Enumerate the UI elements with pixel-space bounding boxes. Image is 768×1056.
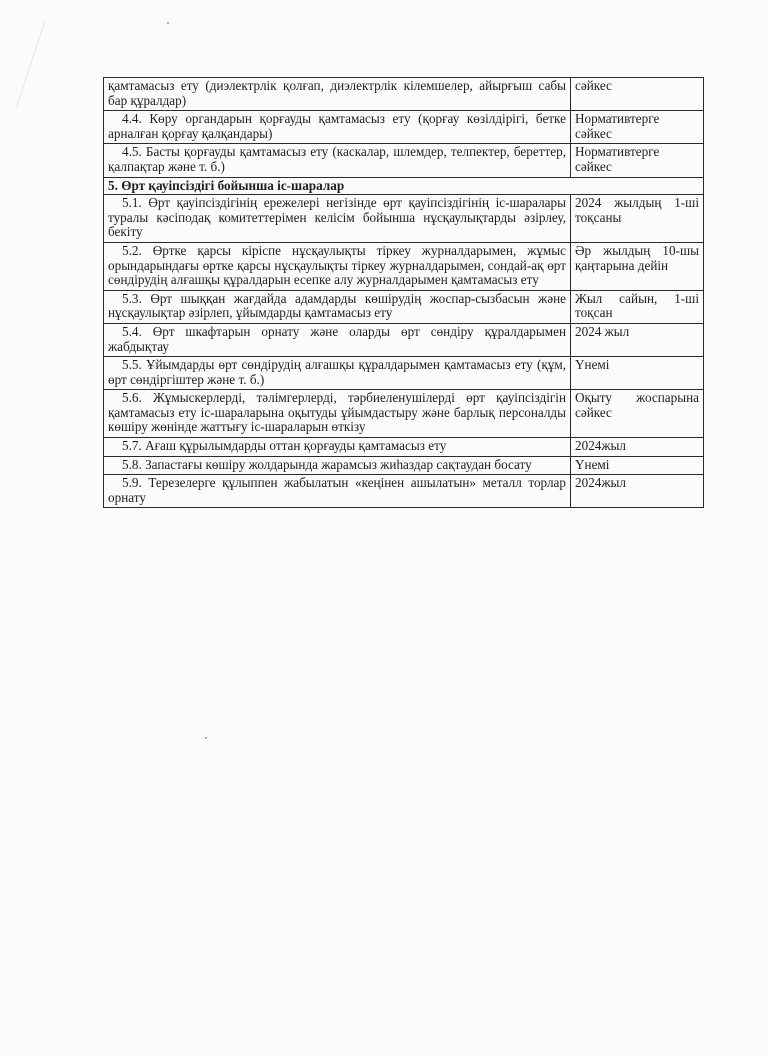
term-cell: Нормативтерге сәйкес <box>571 144 704 177</box>
term-cell: сәйкес <box>571 78 704 111</box>
term-cell: 2024 жылдың 1-ші тоқсаны <box>571 195 704 243</box>
term-cell: Жыл сайын, 1-ші тоқсан <box>571 290 704 323</box>
activity-cell: 5.6. Жұмыскерлерді, тәлімгерлерді, тәрбиеленушілерді өрт қауіпсіздігін қамтамасыз ету іс-шараларына оқытуды ұйымдастыру және барлық персоналды көшіру жөнінде жаттығу іс-шараларын өткізу <box>104 390 571 438</box>
term-cell: 2024жыл <box>571 475 704 508</box>
activity-cell: 5.1. Өрт қауіпсіздігінің ережелері негізінде өрт қауіпсіздігінің іс-шаралары туралы кәсіподақ комитеттерімен келісім бойынша нұсқаулықтарды әзірлеу, бекіту <box>104 195 571 243</box>
section-title: 5. Өрт қауіпсіздігі бойынша іс-шаралар <box>104 177 704 195</box>
table-row <box>104 323 704 356</box>
table-row <box>104 290 704 323</box>
term-cell: Үнемі <box>571 456 704 475</box>
activity-cell: 5.5. Ұйымдарды өрт сөндірудің алғашқы құралдарымен қамтамасыз ету (құм, өрт сөндіргіштер және т. б.) <box>104 357 571 390</box>
table-row <box>104 456 704 475</box>
scan-speck <box>167 22 169 24</box>
table-row <box>104 357 704 390</box>
activity-cell: қамтамасыз ету (диэлектрлік қолғап, диэлектрлік кілемшелер, айырғыш сабы бар құралдар) <box>104 78 571 111</box>
term-cell: 2024жыл <box>571 438 704 457</box>
scan-edge-mark <box>0 20 46 110</box>
activity-cell: 5.8. Запастағы көшіру жолдарында жарамсыз жиһаздар сақтаудан босату <box>104 456 571 475</box>
activity-cell: 5.7. Ағаш құрылымдарды оттан қорғауды қамтамасыз ету <box>104 438 571 457</box>
activity-cell: 4.5. Басты қорғауды қамтамасыз ету (каскалар, шлемдер, телпектер, береттер, қалпақтар және т. б.) <box>104 144 571 177</box>
table-row <box>104 242 704 290</box>
table-row <box>104 111 704 144</box>
table-row <box>104 438 704 457</box>
activity-cell: 5.2. Өртке қарсы кіріспе нұсқаулықты тіркеу журналдарымен, жұмыс орындарындағы өртке қарсы нұсқаулықты тіркеу журналдарымен, сондай-ақ өрт сөндірудің алғашқы құралдарын есепке алу журналдарымен қамтамасыз ету <box>104 242 571 290</box>
term-cell: Оқыту жоспарына сәйкес <box>571 390 704 438</box>
activity-cell: 5.9. Терезелерге құлыппен жабылатын «кеңінен ашылатын» металл торлар орнату <box>104 475 571 508</box>
table-row <box>104 390 704 438</box>
section-heading-row <box>104 177 704 195</box>
table-row <box>104 195 704 243</box>
table-row <box>104 144 704 177</box>
activity-cell: 5.4. Өрт шкафтарын орнату және оларды өрт сөндіру құралдарымен жабдықтау <box>104 323 571 356</box>
term-cell: Әр жылдың 10-шы қаңтарына дейін <box>571 242 704 290</box>
activity-plan-table <box>103 77 704 508</box>
scan-speck <box>205 737 207 739</box>
activity-cell: 5.3. Өрт шыққан жағдайда адамдарды көшірудің жоспар-сызбасын және нұсқаулықтар әзірлеп, ұйымдарды қамтамасыз ету <box>104 290 571 323</box>
activity-cell: 4.4. Көру органдарын қорғауды қамтамасыз ету (қорғау көзілдірігі, бетке арналған қорғау қалқандары) <box>104 111 571 144</box>
term-cell: 2024 жыл <box>571 323 704 356</box>
table-row <box>104 475 704 508</box>
term-cell: Үнемі <box>571 357 704 390</box>
term-cell: Нормативтерге сәйкес <box>571 111 704 144</box>
table-row <box>104 78 704 111</box>
